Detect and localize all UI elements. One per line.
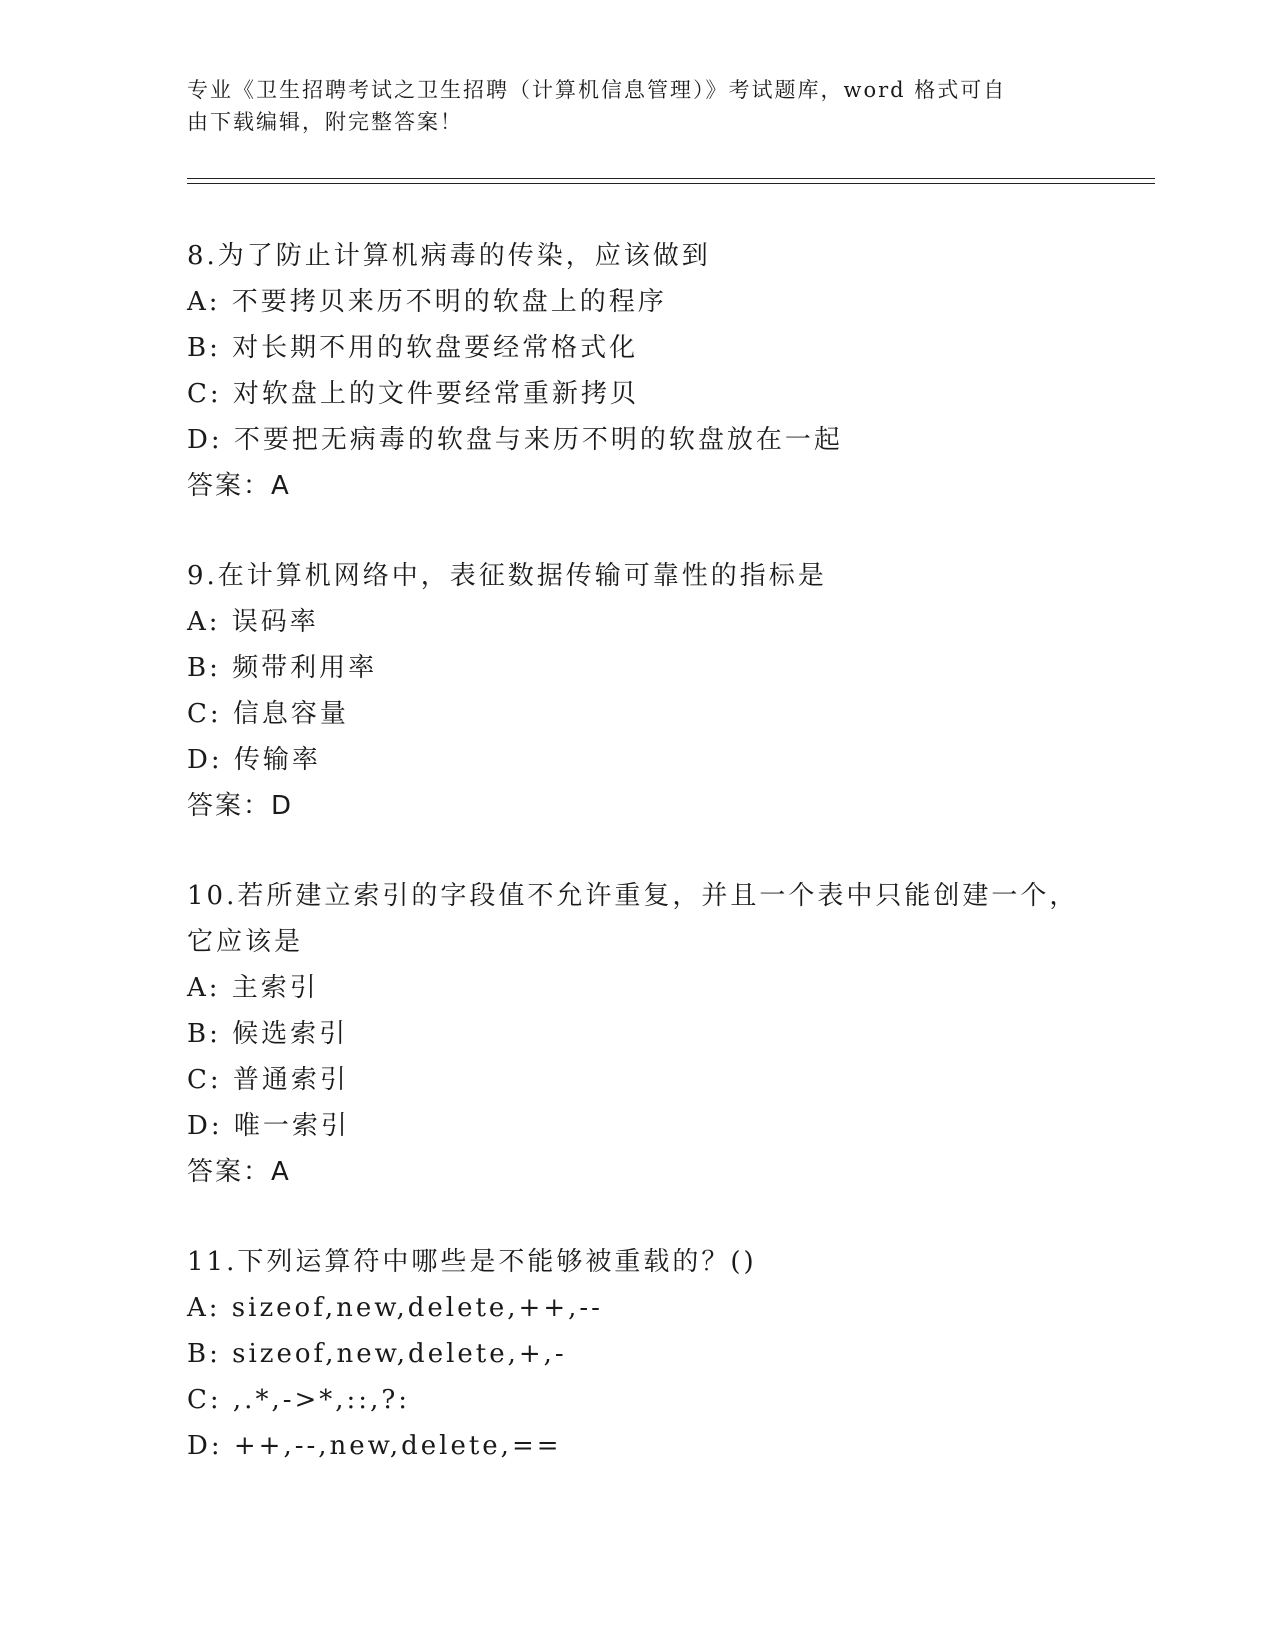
answer-text: 答案：D	[187, 791, 294, 821]
option-a: A: sizeof,new,delete,++,--	[187, 1293, 603, 1323]
answer-text: 答案：A	[187, 471, 291, 501]
option-b: B: 候选索引	[187, 1019, 349, 1049]
header-divider-top	[187, 178, 1155, 179]
option-d: D: 唯一索引	[187, 1111, 350, 1141]
option-d: D: ++,--,new,delete,==	[187, 1431, 562, 1461]
option-d: D: 不要把无病毒的软盘与来历不明的软盘放在一起	[187, 425, 843, 455]
question-11	[187, 1239, 1147, 1469]
header-line-2: 由下载编辑，附完整答案！	[187, 110, 463, 134]
question-9	[187, 553, 1147, 829]
option-d: D: 传输率	[187, 745, 321, 775]
question-stem-line-1: 10.若所建立索引的字段值不允许重复，并且一个表中只能创建一个，	[187, 881, 1079, 911]
option-b: B: 频带利用率	[187, 653, 378, 683]
document-header	[187, 74, 1087, 138]
option-c: C: 普通索引	[187, 1065, 349, 1095]
option-b: B: 对长期不用的软盘要经常格式化	[187, 333, 639, 363]
header-divider-bottom	[187, 183, 1155, 184]
question-10	[187, 873, 1147, 1195]
option-a: A: 不要拷贝来历不明的软盘上的程序	[187, 287, 667, 317]
question-8	[187, 233, 1147, 509]
option-c: C: 信息容量	[187, 699, 349, 729]
option-a: A: 主索引	[187, 973, 319, 1003]
option-c: C: 对软盘上的文件要经常重新拷贝	[187, 379, 639, 409]
header-line-1: 专业《卫生招聘考试之卫生招聘（计算机信息管理）》考试题库，word 格式可自	[187, 78, 1007, 102]
question-stem-line-2: 它应该是	[187, 927, 304, 957]
option-b: B: sizeof,new,delete,+,-	[187, 1339, 567, 1369]
question-stem: 11.下列运算符中哪些是不能够被重载的？()	[187, 1247, 757, 1277]
question-stem: 8.为了防止计算机病毒的传染，应该做到	[187, 241, 711, 271]
option-c: C: ,.*,->*,::,?:	[187, 1385, 411, 1415]
answer-text: 答案：A	[187, 1157, 291, 1187]
question-stem: 9.在计算机网络中，表征数据传输可靠性的指标是	[187, 561, 827, 591]
option-a: A: 误码率	[187, 607, 319, 637]
